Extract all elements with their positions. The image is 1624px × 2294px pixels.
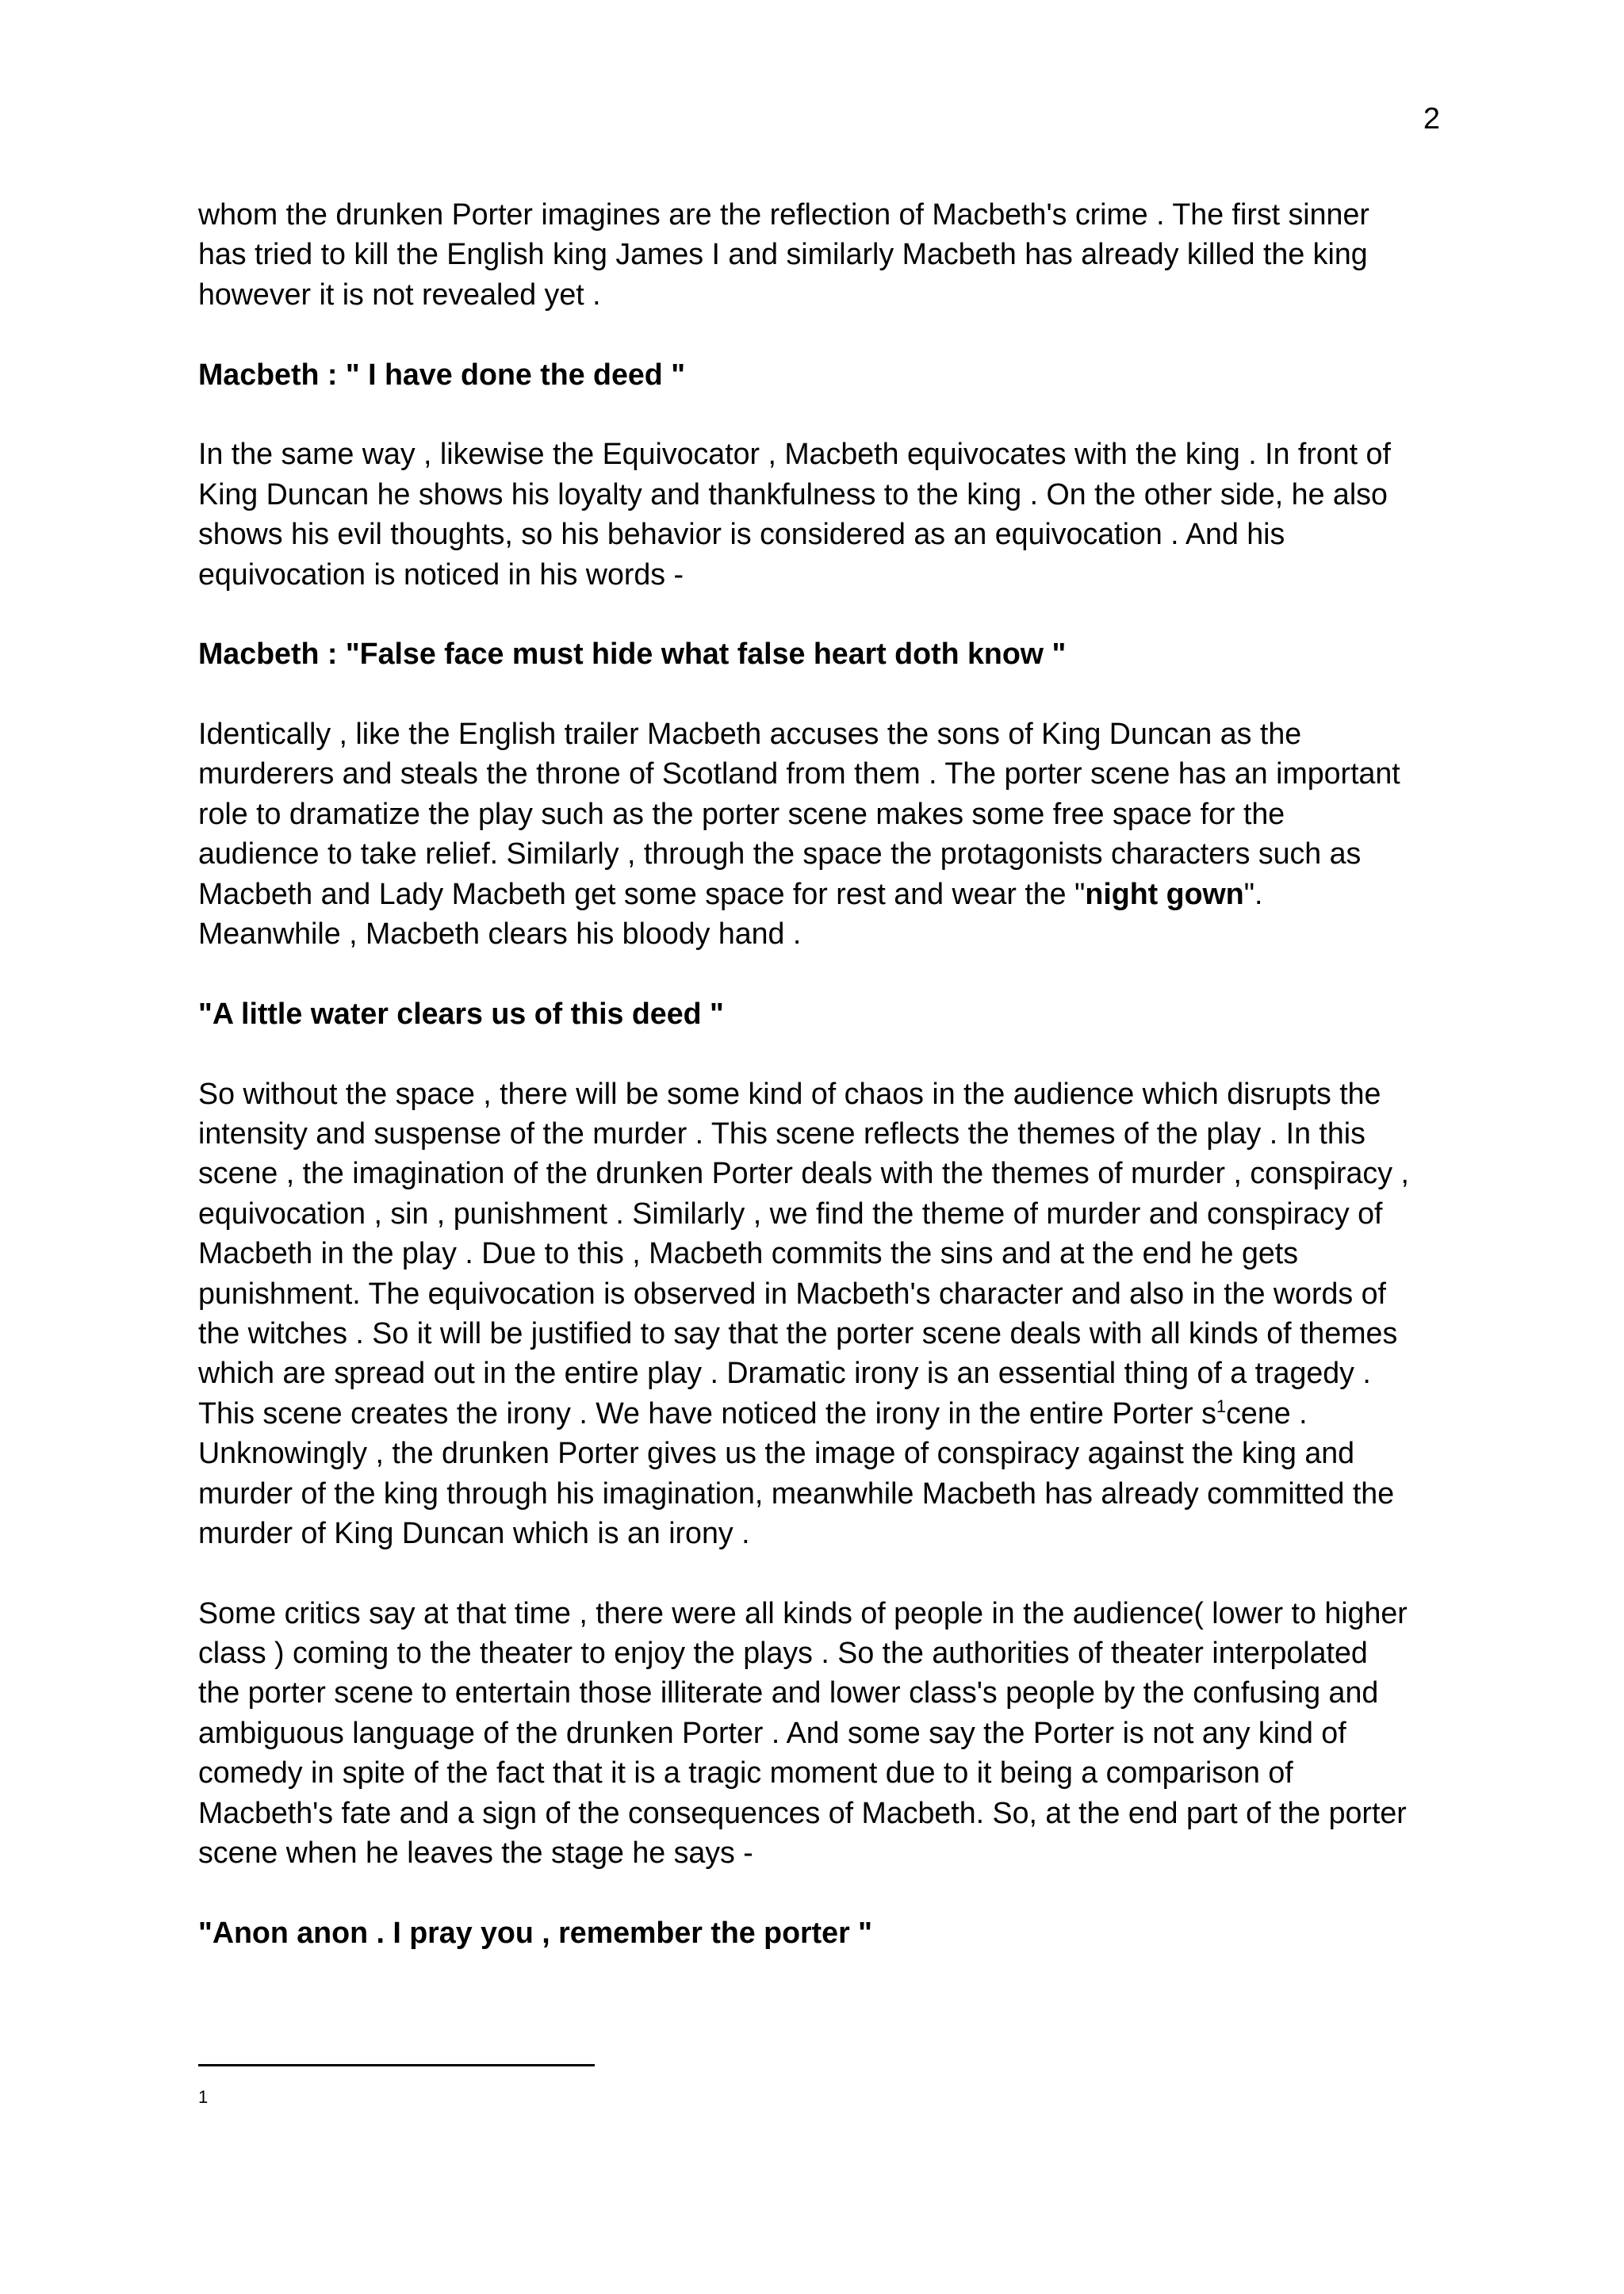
text-line: class ) coming to the theater to enjoy the plays . So the authorities of theater interpolated: [198, 1636, 1368, 1670]
text-line: Macbeth in the play . Due to this , Macbeth commits the sins and at the end he gets: [198, 1236, 1298, 1270]
text-line: scene , the imagination of the drunken Porter deals with the themes of murder , conspiracy ,: [198, 1156, 1409, 1190]
text-line: audience to take relief. Similarly , through the space the protagonists characters such as: [198, 837, 1362, 871]
footnote-divider: [198, 2064, 595, 2066]
text-line: whom the drunken Porter imagines are the reflection of Macbeth's crime . The first sinner: [198, 197, 1369, 231]
text-line: murder of King Duncan which is an irony .: [198, 1515, 750, 1549]
footnote-marker: 1: [198, 2087, 209, 2107]
text-line: ambiguous language of the drunken Porter . And some say the Porter is not any kind of: [198, 1715, 1346, 1749]
quote-line: Macbeth : " I have done the deed ": [198, 357, 686, 391]
text-segment: Macbeth and Lady Macbeth get some space for rest and wear the ": [198, 876, 1086, 910]
page-number: 2: [1423, 102, 1440, 136]
text-line: scene when he leaves the stage he says -: [198, 1836, 753, 1870]
text-line: Unknowingly , the drunken Porter gives us the image of conspiracy against the king and: [198, 1436, 1355, 1470]
text-line: intensity and suspense of the murder . This scene reflects the themes of the play . In this: [198, 1116, 1365, 1150]
quote-line: "A little water clears us of this deed ": [198, 996, 724, 1030]
text-segment: cene .: [1226, 1396, 1308, 1430]
text-line: equivocation , sin , punishment . Similarly , we find the theme of murder and conspiracy of: [198, 1196, 1383, 1230]
night-gown-emphasis: night gown: [1085, 876, 1244, 910]
text-line: Identically , like the English trailer Macbeth accuses the sons of King Duncan as the: [198, 717, 1302, 751]
text-line: [198, 1393, 1459, 1433]
text-line: which are spread out in the entire play . Dramatic irony is an essential thing of a tragedy .: [198, 1356, 1371, 1390]
text-line: Meanwhile , Macbeth clears his bloody hand .: [198, 917, 802, 951]
text-line: role to dramatize the play such as the porter scene makes some free space for the: [198, 796, 1285, 830]
text-line: shows his evil thoughts, so his behavior is considered as an equivocation . And his: [198, 517, 1285, 551]
text-segment: ".: [1243, 876, 1263, 910]
text-line: Macbeth's fate and a sign of the consequences of Macbeth. So, at the end part of the porter: [198, 1795, 1407, 1829]
text-line: murderers and steals the throne of Scotland from them . The porter scene has an important: [198, 756, 1400, 791]
text-line: the witches . So it will be justified to say that the porter scene deals with all kinds of themes: [198, 1316, 1398, 1350]
text-line: murder of the king through his imagination, meanwhile Macbeth has already committed the: [198, 1476, 1395, 1510]
text-line: [198, 874, 1459, 913]
body-text: [198, 194, 1459, 1952]
quote-line: "Anon anon . I pray you , remember the porter ": [198, 1915, 872, 1949]
text-line: however it is not revealed yet .: [198, 277, 601, 311]
text-line: Some critics say at that time , there were all kinds of people in the audience( lower to higher: [198, 1595, 1408, 1630]
text-line: So without the space , there will be some kind of chaos in the audience which disrupts the: [198, 1076, 1381, 1110]
text-line: has tried to kill the English king James I and similarly Macbeth has already killed the king: [198, 237, 1368, 271]
text-line: punishment. The equivocation is observed in Macbeth's character and also in the words of: [198, 1276, 1386, 1310]
text-line: comedy in spite of the fact that it is a tragic moment due to it being a comparison of: [198, 1756, 1293, 1790]
quote-line: Macbeth : "False face must hide what false heart doth know ": [198, 637, 1067, 671]
text-line: the porter scene to entertain those illiterate and lower class's people by the confusing and: [198, 1676, 1379, 1710]
text-line: In the same way , likewise the Equivocator , Macbeth equivocates with the king . In front of: [198, 437, 1391, 471]
text-line: equivocation is noticed in his words -: [198, 557, 684, 591]
footnote-reference: 1: [1216, 1396, 1227, 1416]
text-line: King Duncan he shows his loyalty and thankfulness to the king . On the other side, he also: [198, 477, 1388, 511]
text-segment: This scene creates the irony . We have noticed the irony in the entire Porter s: [198, 1396, 1216, 1430]
